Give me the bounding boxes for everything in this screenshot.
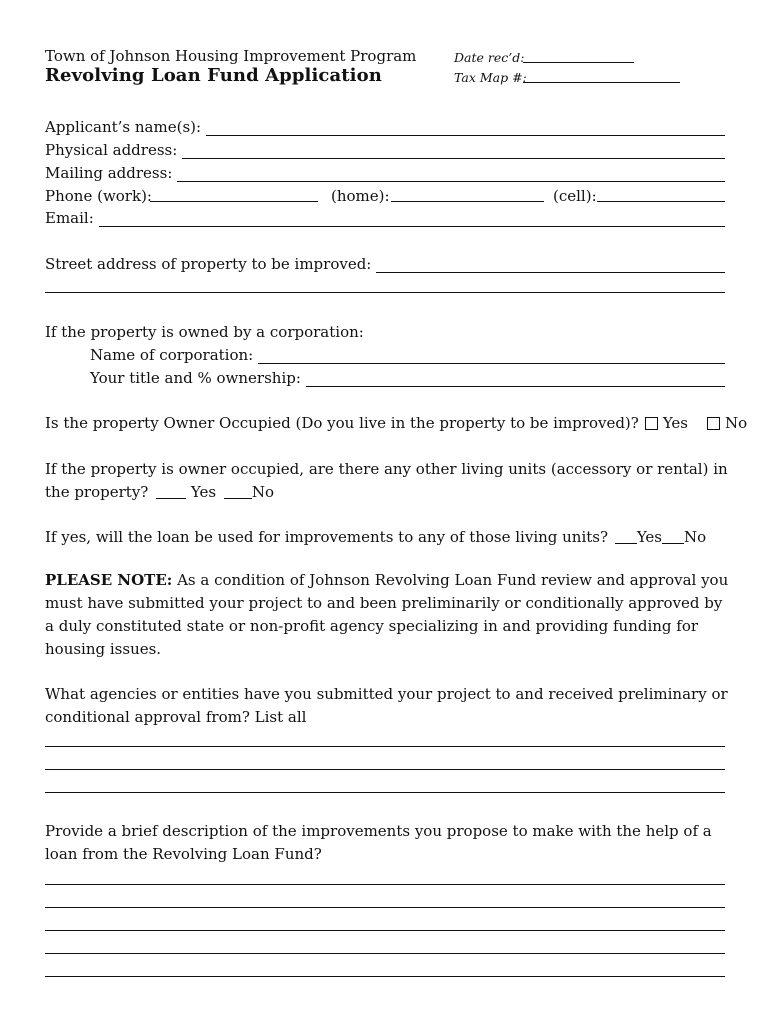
improvements-question: Provide a brief description of the improvements you propose to make with the help of a loan from the Revolving Loan Fund?: [45, 822, 712, 863]
corporation-name-row: [90, 346, 725, 364]
title-ownership-label: Your title and % ownership:: [90, 369, 301, 387]
agencies-answer-line-1[interactable]: [45, 746, 725, 747]
agencies-answer-line-2[interactable]: [45, 769, 725, 770]
owner-occupied-row: [45, 414, 747, 432]
date-received-label: Date rec’d:: [454, 50, 525, 65]
other-units-question-line1: If the property is owner occupied, are there any other living units (accessory or rental) in: [45, 460, 728, 478]
applicant-names-row: [45, 118, 725, 136]
other-units-yes-blank[interactable]: [156, 485, 186, 499]
loan-units-question: If yes, will the loan be used for improvements to any of those living units?: [45, 528, 609, 546]
phone-work-field[interactable]: [150, 201, 318, 202]
street-address-row: [45, 255, 725, 273]
physical-address-field[interactable]: [182, 144, 725, 159]
phone-cell-label: (cell):: [553, 187, 597, 205]
mailing-address-field[interactable]: [177, 167, 725, 182]
mailing-address-row: [45, 164, 725, 182]
improvements-answer-line-2[interactable]: [45, 907, 725, 908]
email-field[interactable]: [99, 212, 725, 227]
other-units-question-line2: the property?: [45, 483, 149, 501]
loan-units-yes-blank[interactable]: [615, 530, 637, 544]
owner-occupied-no-label: No: [725, 414, 748, 432]
agencies-question: What agencies or entities have you submitted your project to and received preliminary or conditional approval from? List all: [45, 685, 728, 726]
corporation-name-label: Name of corporation:: [90, 346, 254, 364]
improvements-answer-line-3[interactable]: [45, 930, 725, 931]
form-title: Revolving Loan Fund Application: [45, 65, 382, 86]
loan-units-row: [45, 528, 706, 546]
phone-home-label: (home):: [331, 187, 390, 205]
other-units-row: [45, 483, 274, 501]
please-note-paragraph: [45, 569, 730, 661]
title-ownership-field[interactable]: [306, 372, 725, 387]
phone-home-field[interactable]: [391, 201, 544, 202]
loan-units-no-label: No: [684, 528, 707, 546]
phone-cell-field[interactable]: [597, 201, 725, 202]
physical-address-row: [45, 141, 725, 159]
program-name: Town of Johnson Housing Improvement Program: [45, 47, 417, 65]
owner-occupied-question: Is the property Owner Occupied (Do you live in the property to be improved)?: [45, 414, 639, 432]
owner-occupied-no-checkbox[interactable]: [707, 417, 720, 430]
owner-occupied-yes-label: Yes: [662, 414, 689, 432]
other-units-no-label: No: [251, 483, 275, 501]
owner-occupied-yes-checkbox[interactable]: [645, 417, 658, 430]
loan-units-no-blank[interactable]: [662, 530, 684, 544]
mailing-address-label: Mailing address:: [45, 164, 173, 182]
email-label: Email:: [45, 209, 94, 227]
please-note-label: PLEASE NOTE:: [45, 571, 173, 589]
applicant-names-field[interactable]: [206, 121, 725, 136]
physical-address-label: Physical address:: [45, 141, 178, 159]
improvements-answer-line-4[interactable]: [45, 953, 725, 954]
title-ownership-row: [90, 369, 725, 387]
street-address-field[interactable]: [376, 258, 725, 273]
applicant-names-label: Applicant’s name(s):: [45, 118, 202, 136]
other-units-no-blank[interactable]: [224, 485, 252, 499]
tax-map-field[interactable]: [523, 82, 680, 83]
corporation-intro: If the property is owned by a corporation:: [45, 323, 364, 341]
other-units-yes-label: Yes: [190, 483, 217, 501]
street-address-field-line2[interactable]: [45, 292, 725, 293]
improvements-answer-line-5[interactable]: [45, 976, 725, 977]
street-address-label: Street address of property to be improved:: [45, 255, 372, 273]
phone-work-label: Phone (work):: [45, 187, 152, 205]
tax-map-label: Tax Map #:: [454, 70, 527, 85]
email-row: [45, 209, 725, 227]
date-received-field[interactable]: [523, 62, 634, 63]
please-note-text: As a condition of Johnson Revolving Loan Fund review and approval you must have submitted your project to and been preliminarily or conditionally approved by a duly constituted state or non-profit agency specializing in and providing funding for housing issues.: [45, 571, 729, 658]
agencies-answer-line-3[interactable]: [45, 792, 725, 793]
corporation-name-field[interactable]: [258, 349, 725, 364]
improvements-answer-line-1[interactable]: [45, 884, 725, 885]
loan-units-yes-label: Yes: [636, 528, 663, 546]
